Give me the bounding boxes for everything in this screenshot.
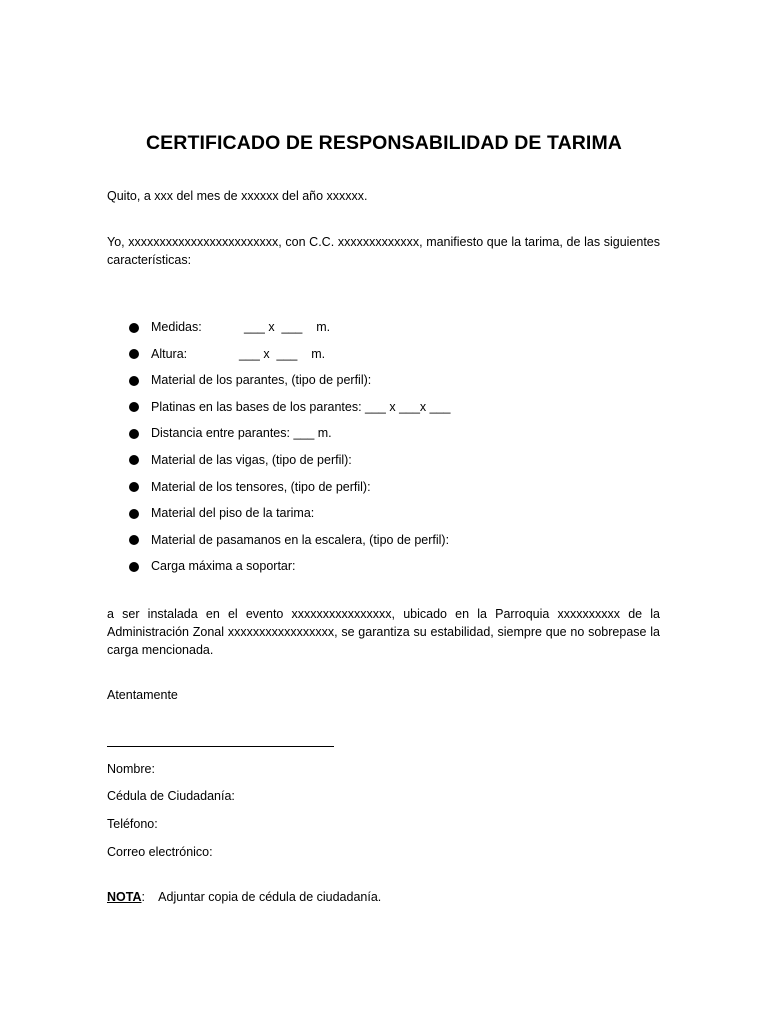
list-item-label: Altura: xyxy=(151,346,188,361)
list-item xyxy=(128,398,668,425)
bullet-icon xyxy=(129,429,139,439)
list-item-label: Material del piso de la tarima: xyxy=(151,506,315,521)
bullet-icon xyxy=(129,562,139,572)
bullet-icon xyxy=(129,349,139,359)
bullet-icon xyxy=(129,535,139,545)
list-item xyxy=(128,478,668,505)
note-line xyxy=(107,888,381,906)
intro-paragraph: Yo, xxxxxxxxxxxxxxxxxxxxxxxx, con C.C. xxxxxxxxxxxxx, manifiesto que la tarima, de las siguientes características: xyxy=(107,235,660,267)
bullet-icon xyxy=(129,482,139,492)
list-item-value: ___ x ___ m. xyxy=(239,346,326,361)
bullet-icon xyxy=(129,509,139,519)
list-item-value: ___ x ___ m. xyxy=(244,320,331,334)
signature-line xyxy=(107,746,334,747)
phone-field-label: Teléfono: xyxy=(107,817,158,831)
list-item xyxy=(128,318,668,345)
document-title: CERTIFICADO DE RESPONSABILIDAD DE TARIMA xyxy=(146,132,622,154)
list-item-label: Material de los tensores, (tipo de perfil): xyxy=(151,479,371,494)
list-item xyxy=(128,371,668,398)
place-date-line: Quito, a xxx del mes de xxxxxx del año xxxxxx. xyxy=(107,189,368,203)
email-field-label: Correo electrónico: xyxy=(107,845,213,859)
closing-text: Atentamente xyxy=(107,688,178,702)
list-item-label: Material de pasamanos en la escalera, (tipo de perfil): xyxy=(151,532,450,547)
id-card-field-label: Cédula de Ciudadanía: xyxy=(107,789,235,803)
event-paragraph: a ser instalada en el evento xxxxxxxxxxxxxxxx, ubicado en la Parroquia xxxxxxxxxx de la Administración Zonal xxxxxxxxxxxxxxxxx, se garantiza su estabilidad, siempre que no sobrepase la carga mencionada. xyxy=(107,607,660,657)
list-item-label: Material de las vigas, (tipo de perfil): xyxy=(151,452,352,467)
list-item xyxy=(128,424,668,451)
list-item-label: Platinas en las bases de los parantes: ___ x ___x ___ xyxy=(151,399,451,414)
list-item xyxy=(128,557,668,584)
list-item-label: Medidas: xyxy=(151,320,202,334)
bullet-icon xyxy=(129,455,139,465)
bullet-icon xyxy=(129,376,139,386)
bullet-icon xyxy=(129,323,139,333)
list-item-label: Carga máxima a soportar: xyxy=(151,559,296,574)
name-field-label: Nombre: xyxy=(107,762,155,776)
list-item xyxy=(128,504,668,531)
list-item-label: Material de los parantes, (tipo de perfil): xyxy=(151,373,372,388)
list-item xyxy=(128,451,668,478)
list-item-label: Distancia entre parantes: ___ m. xyxy=(151,426,332,441)
list-item xyxy=(128,345,668,372)
characteristics-list xyxy=(128,318,668,584)
note-label: NOTA xyxy=(107,890,142,904)
list-item xyxy=(128,531,668,558)
note-text: : Adjuntar copia de cédula de ciudadanía. xyxy=(141,890,382,904)
bullet-icon xyxy=(129,402,139,412)
